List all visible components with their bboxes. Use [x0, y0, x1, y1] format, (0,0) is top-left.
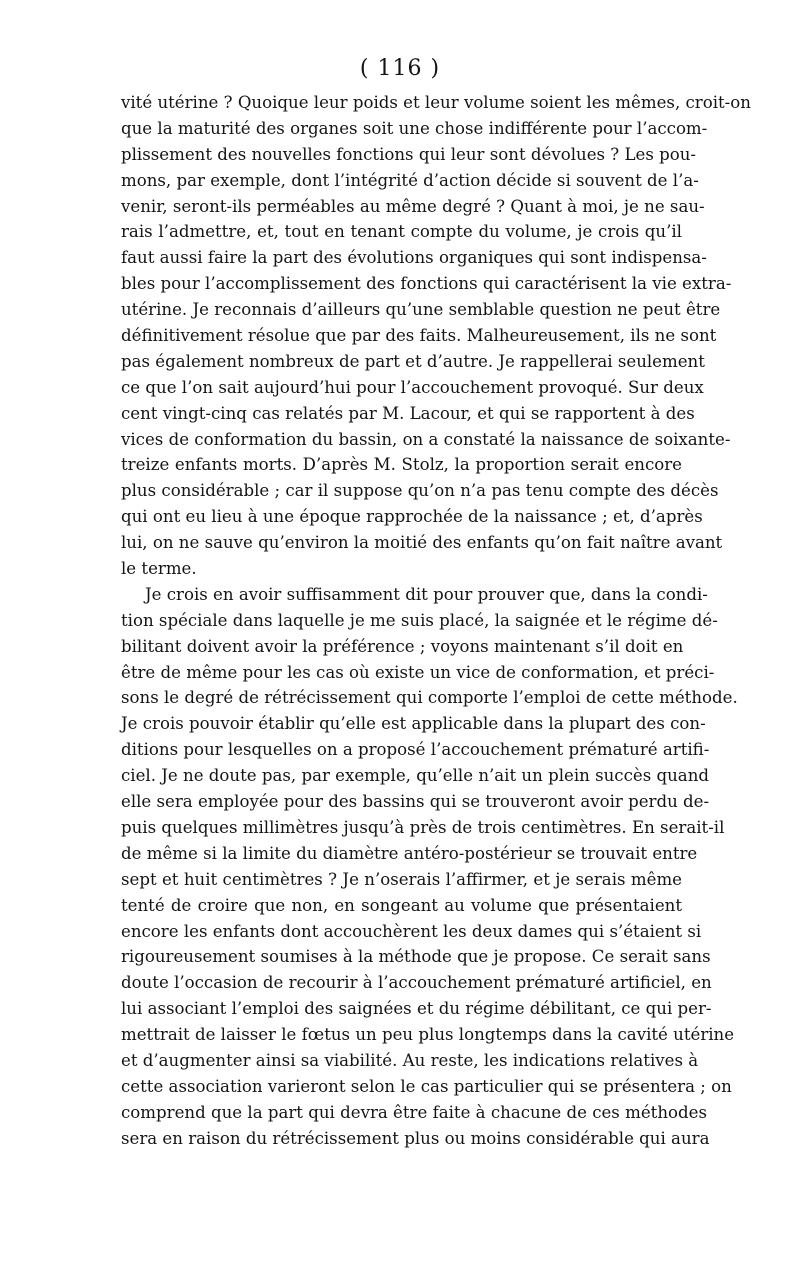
text-line: vices de conformation du bassin, on a constaté la naissance de soixante- [121, 429, 731, 449]
text-line: encore les enfants dont accouchèrent les deux dames qui s’étaient si [121, 921, 702, 941]
text-line: mons, par exemple, dont l’intégrité d’action décide si souvent de l’a- [121, 170, 699, 190]
text-line: lui, on ne sauve qu’environ la moitié des enfants qu’on fait naître avant [121, 533, 723, 553]
text-line: elle sera employée pour des bassins qui se trouveront avoir perdu de- [121, 792, 710, 812]
text-line: bilitant doivent avoir la préférence ; voyons maintenant s’il doit en [121, 636, 684, 656]
text-line: Je crois pouvoir établir qu’elle est applicable dans la plupart des con- [121, 714, 706, 734]
text-line: rais l’admettre, et, tout en tenant compte du volume, je crois qu’il [121, 222, 682, 242]
text-line: tion spéciale dans laquelle je me suis placé, la saignée et le régime dé- [121, 610, 718, 630]
text-line: qui ont eu lieu à une époque rapprochée de la naissance ; et, d’après [121, 507, 703, 527]
text-line: le terme. [121, 559, 197, 579]
text-line: de même si la limite du diamètre antéro-postérieur se trouvait entre [121, 843, 698, 863]
text-line: sons le degré de rétrécissement qui comporte l’emploi de cette méthode. [121, 688, 738, 708]
text-line: lui associant l’emploi des saignées et du régime débilitant, ce qui per- [121, 999, 712, 1019]
text-line: définitivement résolue que par des faits. Malheureusement, ils ne sont [121, 326, 717, 346]
text-line: utérine. Je reconnais d’ailleurs qu’une semblable question ne peut être [121, 300, 721, 320]
text-line: rigoureusement soumises à la méthode que je propose. Ce serait sans [121, 947, 711, 967]
text-line: sept et huit centimètres ? Je n’oserais l’affirmer, et je serais même [121, 869, 682, 889]
text-line: ce que l’on sait aujourd’hui pour l’accouchement provoqué. Sur deux [121, 377, 704, 397]
text-line: mettrait de laisser le fœtus un peu plus longtemps dans la cavité utérine [121, 1025, 735, 1045]
text-line: comprend que la part qui devra être faite à chacune de ces méthodes [121, 1102, 707, 1122]
text-line: tenté de croire que non, en songeant au volume que présentaient [121, 895, 682, 915]
paragraph-2 [121, 582, 738, 1152]
text-line: treize enfants morts. D’après M. Stolz, la proportion serait encore [121, 455, 682, 475]
text-line: vité utérine ? Quoique leur poids et leur volume soient les mêmes, croit-on [121, 93, 751, 112]
text-line: venir, seront-ils perméables au même degré ? Quant à moi, je ne sau- [121, 196, 705, 216]
text-line: et d’augmenter ainsi sa viabilité. Au reste, les indications relatives à [121, 1050, 699, 1070]
page-number: ( 116 ) [359, 56, 441, 81]
paragraph-1 [121, 90, 751, 582]
text-line: cette association varieront selon le cas particulier qui se présentera ; on [121, 1076, 732, 1096]
text-line: ciel. Je ne doute pas, par exemple, qu’elle n’ait un plein succès quand [121, 766, 710, 786]
text-line: sera en raison du rétrécissement plus ou moins considérable qui aura [121, 1128, 710, 1148]
text-line: bles pour l’accomplissement des fonctions qui caractérisent la vie extra- [121, 274, 732, 294]
text-line: plus considérable ; car il suppose qu’on n’a pas tenu compte des décès [121, 481, 719, 501]
text-line: pas également nombreux de part et d’autre. Je rappellerai seulement [121, 351, 705, 371]
text-line: Je crois en avoir suffisamment dit pour prouver que, dans la condi- [145, 584, 708, 604]
text-line: être de même pour les cas où existe un vice de conformation, et préci- [121, 662, 715, 682]
text-line: faut aussi faire la part des évolutions organiques qui sont indispensa- [121, 248, 707, 268]
body-text [121, 90, 751, 1152]
text-line: que la maturité des organes soit une chose indifférente pour l’accom- [121, 118, 708, 138]
text-line: doute l’occasion de recourir à l’accouchement prématuré artificiel, en [121, 973, 712, 993]
text-line: plissement des nouvelles fonctions qui leur sont dévolues ? Les pou- [121, 144, 697, 164]
text-line: ditions pour lesquelles on a proposé l’accouchement prématuré artifi- [121, 740, 710, 760]
text-line: puis quelques millimètres jusqu’à près de trois centimètres. En serait-il [121, 817, 725, 837]
text-line: cent vingt-cinq cas relatés par M. Lacour, et qui se rapportent à des [121, 403, 695, 423]
